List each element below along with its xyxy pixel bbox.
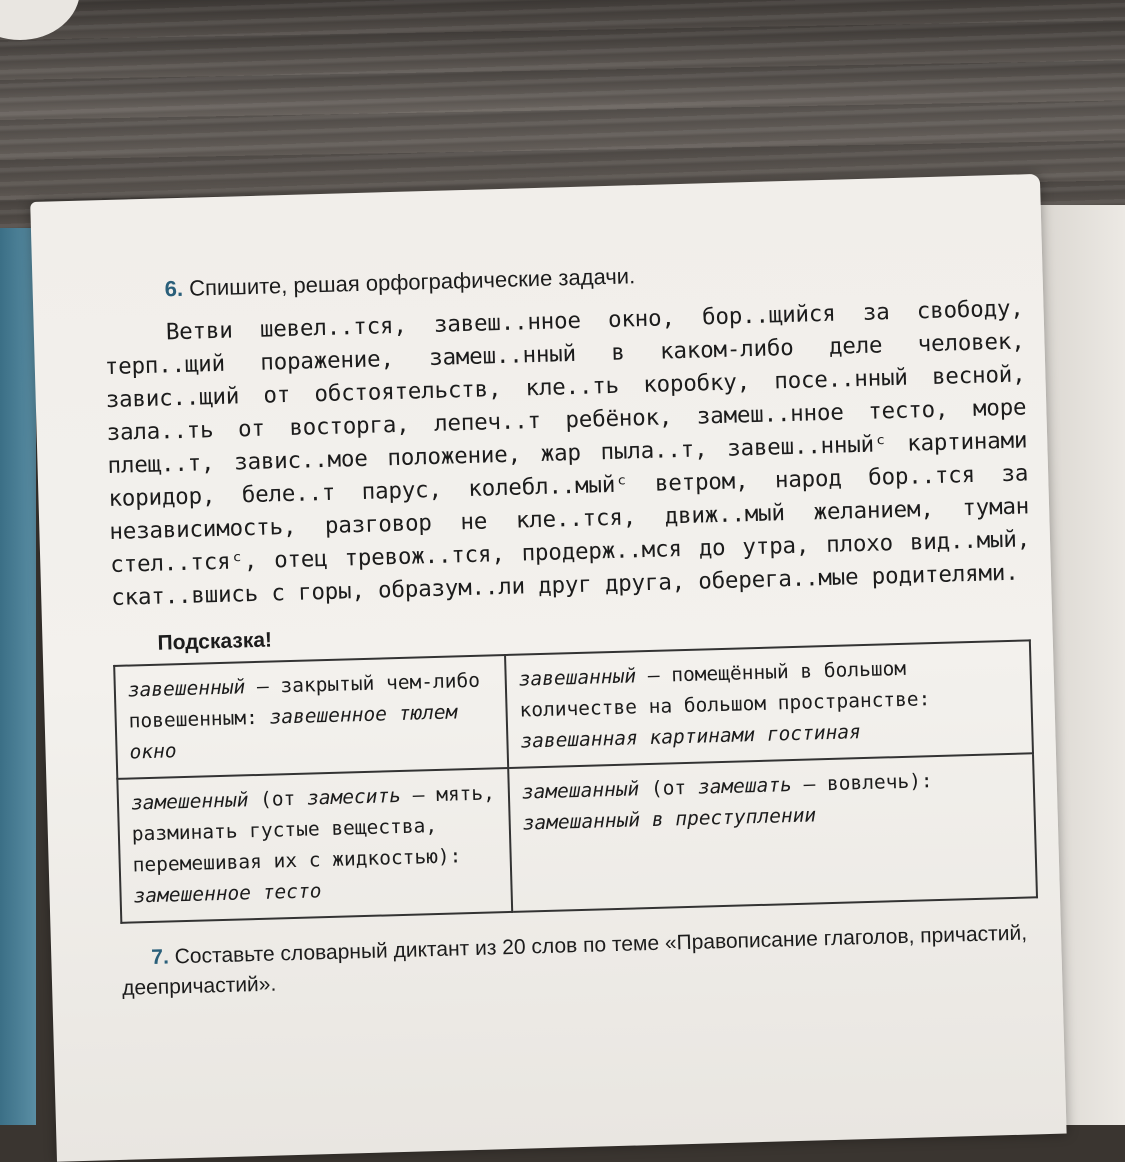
hint-definition: — помещённый в большом количестве на большом пространстве:	[519, 656, 931, 722]
hint-example: замешенное тесто	[133, 879, 322, 908]
task-6-exercise-text: Ветви шевел..тся, завеш..нное окно, бор..щийся за свободу, терп..щий поражение, замеш..нный в каком-либо деле человек, завис..щий от обстоятельств, кле..ть коробку, посе..нный весной, зала..ть от восторга, лепеч..т ребёнок, замеш..нное тесто, море плещ..т, завис..мое положение, жар пыла..т, завеш..нныйᶜ картинами коридор, беле..т парус, колебл..мыйᶜ ветром, народ бор..тся за независимость, разговор не кле..тся, движ..мый желанием, туман стел..тсяᶜ, отец тревож..тся, продерж..мся до утра, плохо вид..мый, скат..вшись с горы, образум..ли друг друга, оберега..мые родителями.	[104, 295, 1031, 611]
hint-term: завешанный	[518, 664, 637, 691]
page-content	[102, 252, 1042, 1003]
hint-source-verb: замесить	[306, 783, 402, 810]
task-7-text: Составьте словарный диктант из 20 слов по теме «Правописание глаголов, причастий, деепричастий».	[121, 921, 1028, 1000]
hint-example: завешенное тюлем окно	[129, 700, 458, 764]
hint-definition: (от	[248, 786, 308, 812]
task-6-title	[164, 252, 1022, 302]
hint-source-verb: замешать	[697, 773, 793, 799]
hint-row	[117, 753, 1037, 923]
hint-term: завешенный	[127, 675, 246, 702]
hint-cell-zameshenny	[117, 768, 512, 923]
hint-definition: — мять, разминать густые вещества, перемешивая их с жидкостью):	[131, 781, 496, 877]
book-cover-edge	[0, 228, 36, 1125]
textbook-page	[30, 174, 1066, 1162]
hint-term: замешенный	[130, 788, 249, 815]
hint-table	[113, 639, 1038, 924]
task-7-number: 7.	[151, 945, 170, 970]
hint-definition: — закрытый чем-либо повешенным:	[128, 668, 481, 733]
hint-label: Подсказка!	[157, 628, 273, 655]
hint-definition: (от	[638, 775, 699, 801]
task-6-number: 6.	[164, 275, 184, 302]
hint-cell-zaveshenny	[114, 655, 508, 779]
hint-cell-zameshanny	[508, 753, 1037, 912]
hint-example: завешанная картинами гостиная	[520, 720, 862, 753]
task-6-instruction: Спишите, решая орфографические задачи.	[188, 263, 636, 301]
hint-definition: — вовлечь):	[791, 769, 933, 797]
task-7	[121, 918, 1042, 1004]
hint-term: замешанный	[521, 777, 640, 804]
hint-cell-zaveshanny	[505, 640, 1033, 768]
hint-example: замешанный в преступлении	[522, 803, 817, 835]
